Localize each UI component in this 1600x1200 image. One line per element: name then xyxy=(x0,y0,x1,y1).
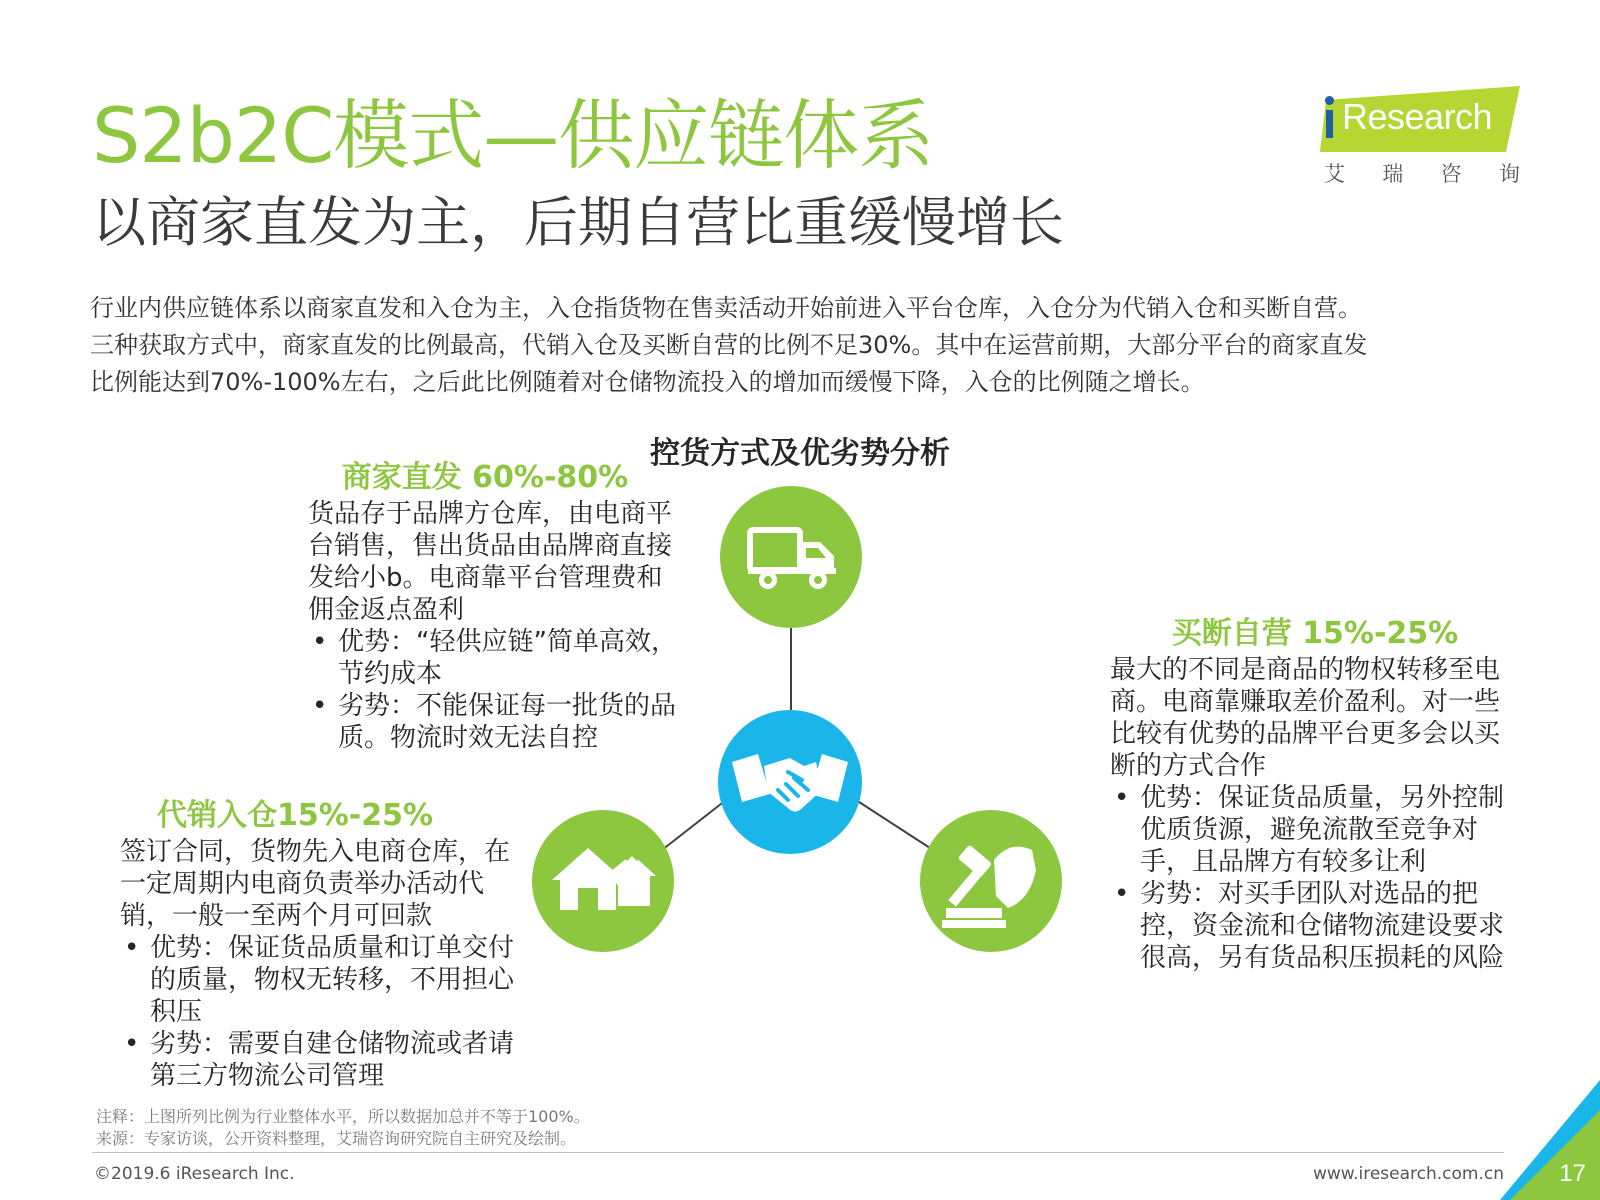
intro-line: 行业内供应链体系以商家直发和入仓为主，入仓指货物在售卖活动开始前进入平台仓库，入仓分为代销入仓和买断自营。 xyxy=(90,294,1362,322)
note-text: 注释：上图所列比例为行业整体水平，所以数据加总并不等于100%。 xyxy=(96,1107,590,1126)
consignment-text xyxy=(120,798,520,1092)
buyout-text xyxy=(1110,616,1510,974)
advantage-item: • 优势：保证货品质量和订单交付的质量，物权无转移，不用担心积压 xyxy=(120,932,520,1028)
logo-cn-char: 瑞 xyxy=(1382,162,1404,186)
logo-cn-char: 艾 xyxy=(1324,162,1345,186)
disadvantage-item: • 劣势：不能保证每一批货的品质。物流时效无法自控 xyxy=(308,690,688,754)
notes-section xyxy=(96,1106,590,1150)
buyout-node xyxy=(920,810,1062,952)
node-description: 签订合同，货物先入电商仓库，在一定周期内电商负责举办活动代销，一般一至两个月可回款 xyxy=(120,837,511,931)
intro-line: 三种获取方式中，商家直发的比例最高，代销入仓及买断自营的比例不足30%。其中在运营前期，大部分平台的商家直发 xyxy=(90,331,1368,359)
consignment-node xyxy=(532,810,674,952)
page-title: S2b2C模式—供应链体系 xyxy=(92,91,934,180)
logo-cn-char: 询 xyxy=(1498,162,1520,186)
logo-text: Research xyxy=(1342,96,1493,137)
node-heading: 商家直发 60%-80% xyxy=(341,460,629,495)
intro-line: 比例能达到70%-100%左右，之后此比例随着对仓储物流投入的增加而缓慢下降，入仓的比例随之增长。 xyxy=(90,368,1205,396)
logo-cn-char: 咨 xyxy=(1440,162,1462,186)
merchant-direct-text xyxy=(308,460,688,754)
page-subtitle: 以商家直发为主，后期自营比重缓慢增长 xyxy=(92,191,1064,254)
node-description: 货品存于品牌方仓库，由电商平台销售，售出货品由品牌商直接发给小b。电商靠平台管理费和佣金返点盈利 xyxy=(308,499,673,625)
bullet-list xyxy=(1110,782,1510,974)
node-heading: 买断自营 15%-25% xyxy=(1171,616,1459,651)
gavel-icon xyxy=(920,810,1062,952)
footer-divider xyxy=(92,1152,1504,1153)
truck-icon xyxy=(720,486,862,628)
advantage-item: • 优势：保证货品质量，另外控制优质货源，避免流散至竞争对手，且品牌方有较多让利 xyxy=(1110,782,1510,878)
center-node xyxy=(718,710,862,854)
bullet-list xyxy=(120,932,520,1092)
disadvantage-item: • 劣势：对买手团队对选品的把控，资金流和仓储物流建设要求很高，另有货品积压损耗的风险 xyxy=(1110,878,1510,974)
connector-right xyxy=(856,800,930,848)
advantage-item: • 优势：“轻供应链”简单高效，节约成本 xyxy=(308,626,688,690)
merchant-direct-node xyxy=(720,486,862,628)
bullet-list xyxy=(308,626,688,754)
disadvantage-item: • 劣势：需要自建仓储物流或者请第三方物流公司管理 xyxy=(120,1028,520,1092)
copyright-text: ©2019.6 iResearch Inc. xyxy=(94,1164,295,1184)
website-link[interactable]: www.iresearch.com.cn xyxy=(1312,1164,1504,1184)
source-text: 来源：专家访谈，公开资料整理，艾瑞咨询研究院自主研究及绘制。 xyxy=(96,1129,577,1148)
page-number: 17 xyxy=(1559,1160,1586,1187)
handshake-icon xyxy=(718,710,862,854)
node-description: 最大的不同是商品的物权转移至电商。电商靠赚取差价盈利。对一些比较有优势的品牌平台更多会以买断的方式合作 xyxy=(1110,655,1501,781)
node-heading: 代销入仓15%-25% xyxy=(156,798,434,833)
diagram-title: 控货方式及优劣势分析 xyxy=(650,436,950,471)
warehouse-icon xyxy=(532,810,674,952)
